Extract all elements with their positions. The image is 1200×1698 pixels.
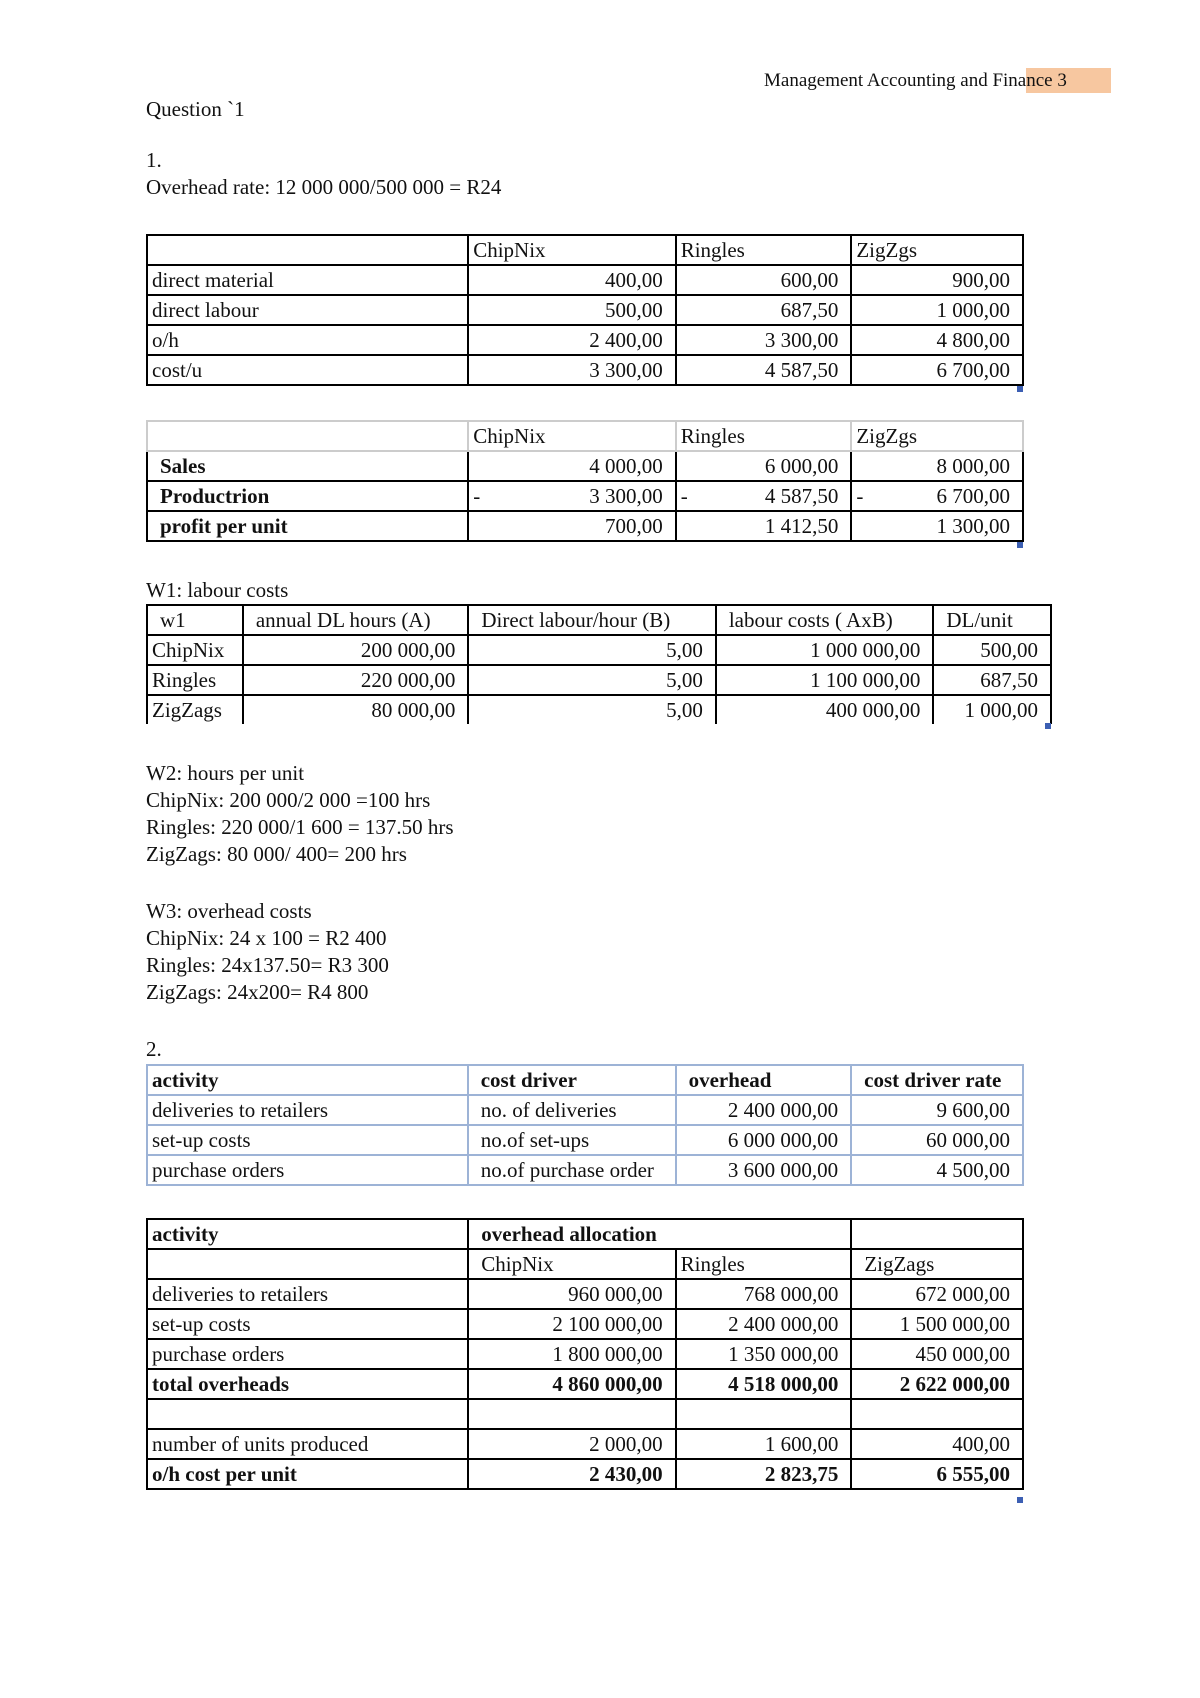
table-cell: 80 000,00 — [243, 695, 469, 724]
w3-line: ChipNix: 24 x 100 = R2 400 — [146, 926, 387, 950]
table-cell: 4 860 000,00 — [468, 1369, 675, 1399]
table-cell: 672 000,00 — [851, 1279, 1023, 1309]
table-row — [147, 481, 1023, 511]
header-cell — [147, 235, 468, 265]
cell-value: 4 587,50 — [764, 484, 839, 508]
table-cell: 700,00 — [468, 511, 675, 541]
header-cell: cost driver — [468, 1065, 676, 1095]
table-cell: 2 823,75 — [676, 1459, 852, 1489]
table-row — [147, 1339, 1023, 1369]
table-cell: 768 000,00 — [676, 1279, 852, 1309]
table-cell: 960 000,00 — [468, 1279, 675, 1309]
table-cell: 4 587,50 — [676, 355, 852, 385]
header-cell: ZigZgs — [851, 421, 1023, 451]
table-cell: 2 400 000,00 — [676, 1095, 852, 1125]
header-cell: Ringles — [676, 421, 852, 451]
header-cell — [147, 1249, 468, 1279]
header-cell: Direct labour/hour (B) — [468, 605, 715, 635]
table-cell — [851, 481, 1023, 511]
table-cell: 1 300,00 — [851, 511, 1023, 541]
w2-line: Ringles: 220 000/1 600 = 137.50 hrs — [146, 815, 454, 839]
minus-sign: - — [856, 484, 864, 508]
table-row — [147, 325, 1023, 355]
total-row — [147, 1369, 1023, 1399]
table-cell — [468, 481, 675, 511]
w1-title: W1: labour costs — [146, 578, 289, 602]
header-cell: labour costs ( AxB) — [716, 605, 934, 635]
row-label: direct labour — [147, 295, 468, 325]
table-row — [147, 1279, 1023, 1309]
row-label: Productrion — [147, 481, 468, 511]
per-unit-row — [147, 1459, 1023, 1489]
header-cell: ChipNix — [468, 235, 676, 265]
table-cell: 220 000,00 — [243, 665, 469, 695]
table-cell: 8 000,00 — [851, 451, 1023, 481]
table-cell: 400,00 — [468, 265, 676, 295]
table-cell: 6 000 000,00 — [676, 1125, 852, 1155]
table-row — [147, 1155, 1023, 1185]
cell-value: 3 300,00 — [589, 484, 663, 508]
row-label: ChipNix — [147, 635, 243, 665]
table-header-row — [147, 1219, 1023, 1249]
table-cell: 687,50 — [933, 665, 1051, 695]
row-label: Ringles — [147, 665, 243, 695]
table-cell: 4 500,00 — [851, 1155, 1023, 1185]
table-row — [147, 451, 1023, 481]
header-cell: overhead allocation — [468, 1219, 851, 1249]
table-row — [147, 635, 1051, 665]
header-cell: activity — [147, 1219, 468, 1249]
item-2-label: 2. — [146, 1037, 162, 1061]
cost-driver-table — [146, 1064, 1024, 1186]
intro-block — [146, 96, 501, 201]
labour-costs-table — [146, 604, 1052, 724]
header-highlight: nce 3 — [1026, 68, 1111, 93]
minus-sign: - — [473, 484, 481, 508]
header-cell: activity — [147, 1065, 468, 1095]
row-label: direct material — [147, 265, 468, 295]
question-title: Question `1 — [146, 97, 245, 121]
cost-per-unit-table — [146, 234, 1024, 386]
w3-line: ZigZags: 24x200= R4 800 — [146, 980, 369, 1004]
w2-line: ChipNix: 200 000/2 000 =100 hrs — [146, 788, 431, 812]
header-cell: annual DL hours (A) — [243, 605, 469, 635]
row-label: number of units produced — [147, 1429, 468, 1459]
cell-selection-handle — [1045, 723, 1051, 729]
table-row — [147, 1309, 1023, 1339]
profit-per-unit-table — [146, 420, 1024, 542]
table-cell: 4 518 000,00 — [676, 1369, 852, 1399]
header-cell: w1 — [147, 605, 243, 635]
table-cell: 9 600,00 — [851, 1095, 1023, 1125]
table-row — [147, 295, 1023, 325]
cell-selection-handle — [1017, 542, 1023, 548]
cell-value: 6 700,00 — [936, 484, 1010, 508]
table-cell: 1 800 000,00 — [468, 1339, 675, 1369]
w3-block — [146, 898, 389, 1006]
table-row — [147, 265, 1023, 295]
table-cell: 1 000,00 — [933, 695, 1051, 724]
table-cell: 6 700,00 — [851, 355, 1023, 385]
table-cell: 1 500 000,00 — [851, 1309, 1023, 1339]
row-label: o/h cost per unit — [147, 1459, 468, 1489]
table-cell: 2 000,00 — [468, 1429, 675, 1459]
table-row — [147, 1125, 1023, 1155]
table-cell: 6 555,00 — [851, 1459, 1023, 1489]
table-cell — [468, 1399, 675, 1429]
header-cell — [851, 1219, 1023, 1249]
table-row — [147, 1095, 1023, 1125]
table-cell: 2 100 000,00 — [468, 1309, 675, 1339]
w3-line: W3: overhead costs — [146, 899, 312, 923]
table-cell: 1 000,00 — [851, 295, 1023, 325]
cell-selection-handle — [1017, 386, 1023, 392]
header-cell: ChipNix — [468, 1249, 675, 1279]
page-header — [764, 70, 1111, 92]
table-cell: no.of purchase order — [468, 1155, 676, 1185]
table-cell: 2 430,00 — [468, 1459, 675, 1489]
header-cell: ZigZgs — [851, 235, 1023, 265]
table-cell: 4 800,00 — [851, 325, 1023, 355]
empty-row — [147, 1399, 1023, 1429]
table-cell: 3 600 000,00 — [676, 1155, 852, 1185]
row-label: set-up costs — [147, 1125, 468, 1155]
header-cell: Ringles — [676, 235, 852, 265]
row-label: deliveries to retailers — [147, 1095, 468, 1125]
header-text: Management Accounting and Fina — [764, 70, 1027, 91]
table-cell: 5,00 — [468, 665, 715, 695]
table-cell: no. of deliveries — [468, 1095, 676, 1125]
overhead-rate-text: Overhead rate: 12 000 000/500 000 = R24 — [146, 175, 502, 199]
table-cell: 1 412,50 — [676, 511, 852, 541]
table-header-row — [147, 235, 1023, 265]
table-cell: 6 000,00 — [676, 451, 852, 481]
table-cell: 1 100 000,00 — [716, 665, 934, 695]
row-label: purchase orders — [147, 1155, 468, 1185]
minus-sign: - — [680, 484, 688, 508]
table-subheader-row — [147, 1249, 1023, 1279]
table-cell: 2 400,00 — [468, 325, 676, 355]
header-cell: Ringles — [676, 1249, 852, 1279]
header-cell — [147, 421, 468, 451]
row-label: deliveries to retailers — [147, 1279, 468, 1309]
row-label: purchase orders — [147, 1339, 468, 1369]
table-cell: 2 622 000,00 — [851, 1369, 1023, 1399]
table-cell: 400 000,00 — [716, 695, 934, 724]
row-label: total overheads — [147, 1369, 468, 1399]
table-cell: 1 000 000,00 — [716, 635, 934, 665]
row-label: set-up costs — [147, 1309, 468, 1339]
table-row — [147, 355, 1023, 385]
w2-line: ZigZags: 80 000/ 400= 200 hrs — [146, 842, 407, 866]
table-cell — [676, 1399, 852, 1429]
table-cell: 60 000,00 — [851, 1125, 1023, 1155]
table-cell: 1 350 000,00 — [676, 1339, 852, 1369]
w3-line: Ringles: 24x137.50= R3 300 — [146, 953, 389, 977]
w2-block — [146, 760, 454, 868]
row-label: profit per unit — [147, 511, 468, 541]
table-cell: 450 000,00 — [851, 1339, 1023, 1369]
header-cell: cost driver rate — [851, 1065, 1023, 1095]
row-label: cost/u — [147, 355, 468, 385]
table-cell — [851, 1399, 1023, 1429]
table-cell: 5,00 — [468, 635, 715, 665]
table-cell: 3 300,00 — [468, 355, 676, 385]
table-cell — [147, 1399, 468, 1429]
w2-line: W2: hours per unit — [146, 761, 305, 785]
table-cell: 600,00 — [676, 265, 852, 295]
table-row — [147, 1429, 1023, 1459]
table-cell: no.of set-ups — [468, 1125, 676, 1155]
table-row — [147, 511, 1023, 541]
table-row — [147, 665, 1051, 695]
row-label: Sales — [147, 451, 468, 481]
table-cell — [676, 481, 852, 511]
row-label: ZigZags — [147, 695, 243, 724]
table-cell: 200 000,00 — [243, 635, 469, 665]
table-cell: 500,00 — [468, 295, 676, 325]
table-cell: 900,00 — [851, 265, 1023, 295]
table-header-row — [147, 605, 1051, 635]
table-cell: 500,00 — [933, 635, 1051, 665]
row-label: o/h — [147, 325, 468, 355]
header-cell: ZigZags — [851, 1249, 1023, 1279]
item-1-label: 1. — [146, 148, 162, 172]
table-cell: 400,00 — [851, 1429, 1023, 1459]
table-header-row — [147, 421, 1023, 451]
header-cell: overhead — [676, 1065, 852, 1095]
table-header-row — [147, 1065, 1023, 1095]
table-cell: 2 400 000,00 — [676, 1309, 852, 1339]
table-cell: 3 300,00 — [676, 325, 852, 355]
table-cell: 4 000,00 — [468, 451, 675, 481]
table-cell: 5,00 — [468, 695, 715, 724]
table-row — [147, 695, 1051, 724]
overhead-allocation-table — [146, 1218, 1024, 1490]
header-cell: ChipNix — [468, 421, 675, 451]
cell-selection-handle — [1017, 1497, 1023, 1503]
table-cell: 687,50 — [676, 295, 852, 325]
table-cell: 1 600,00 — [676, 1429, 852, 1459]
header-cell: DL/unit — [933, 605, 1051, 635]
